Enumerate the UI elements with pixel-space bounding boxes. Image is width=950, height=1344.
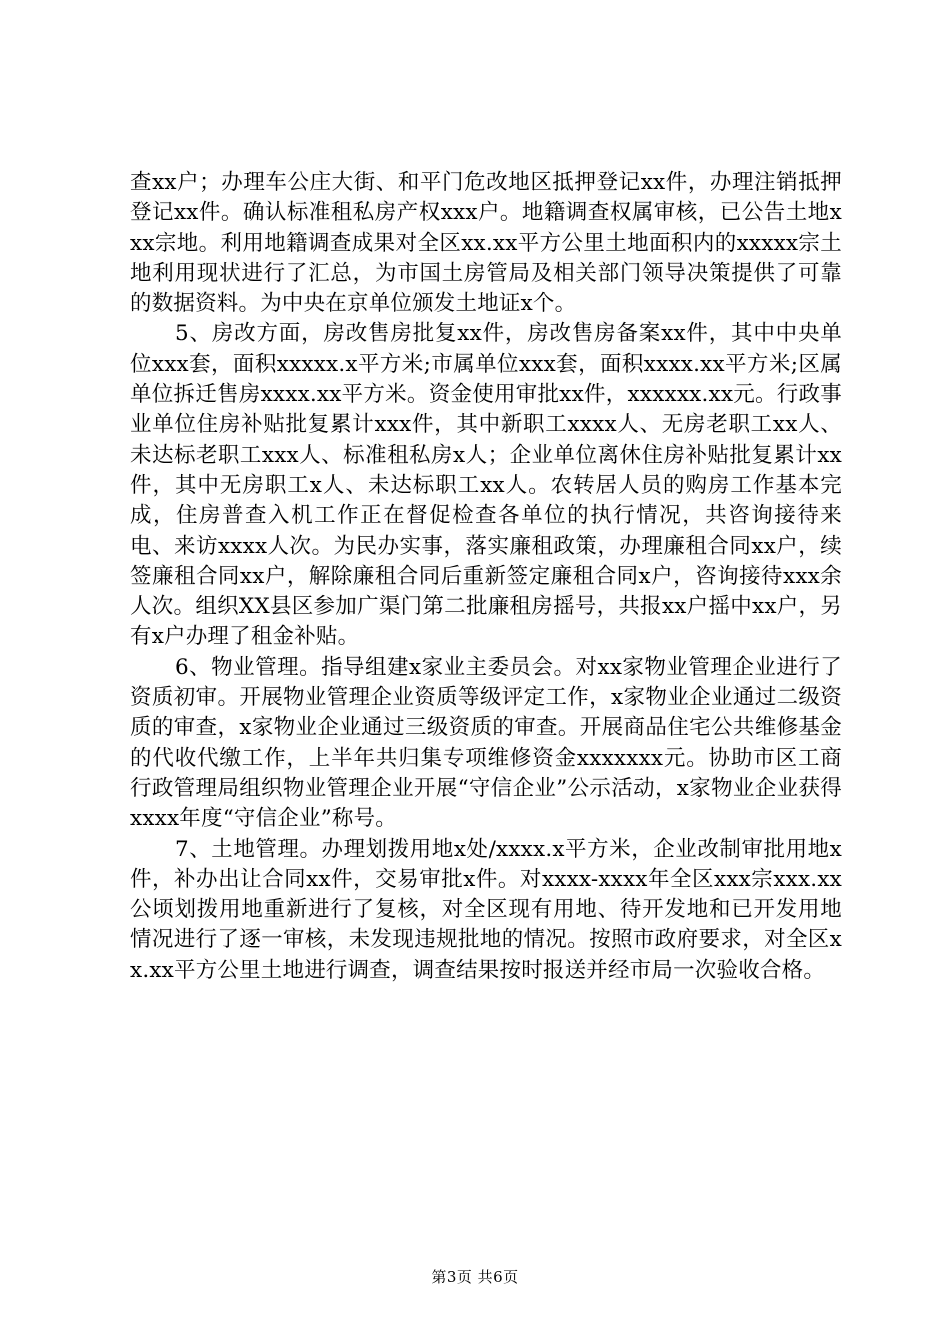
paragraph-property-management: 6、物业管理。指导组建x家业主委员会。对xx家物业管理企业进行了资质初审。开展物业管理企业资质等级评定工作，x家物业企业通过二级资质的审查，x家物业企业通过三级资质的审查。开展商品住宅公共维修基金的代收代缴工作，上半年共归集专项维修资金xxxxxxx元。协助市区工商行政管理局组织物业管理企业开展“守信企业”公示活动，x家物业企业获得xxxx年度“守信企业”称号。 [130,654,842,832]
paragraph-land-management: 7、土地管理。办理划拨用地x处/xxxx.x平方米，企业改制审批用地x件，补办出让合同xx件，交易审批x件。对xxxx-xxxx年全区xxx宗xxx.xx公顷划拨用地重新进行了复核，对全区现有用地、待开发地和已开发用地情况进行了逐一审核，未发现违规批地的情况。按照市政府要求，对全区xx.xx平方公里土地进行调查，调查结果按时报送并经市局一次验收合格。 [130,836,842,983]
paragraph-land-registration: 查xx户；办理车公庄大街、和平门危改地区抵押登记xx件，办理注销抵押登记xx件。确认标准租私房产权xxx户。地籍调查权属审核，已公告土地xxx宗地。利用地籍调查成果对全区xx.xx平方公里土地面积内的xxxxx宗土地利用现状进行了汇总，为市国土房管局及相关部门领导决策提供了可靠的数据资料。为中央在京单位颁发土地证x个。 [130,170,842,317]
document-body [130,168,842,986]
paragraph-housing-reform: 5、房改方面，房改售房批复xx件，房改售房备案xx件，其中中央单位xxx套，面积xxxxx.x平方米;市属单位xxx套，面积xxxx.xx平方米;区属单位拆迁售房xxxx.xx平方米。资金使用审批xx件，xxxxxx.xx元。行政事业单位住房补贴批复累计xxx件，其中新职工xxxx人、无房老职工xx人、未达标老职工xxx人、标准租私房x人；企业单位离休住房补贴批复累计xx件，其中无房职工x人、未达标职工xx人。农转居人员的购房工作基本完成，住房普查入机工作正在督促检查各单位的执行情况，共咨询接待来电、来访xxxx人次。为民办实事，落实廉租政策，办理廉租合同xx户，续签廉租合同xx户，解除廉租合同后重新签定廉租合同x户，咨询接待xxx余人次。组织XX县区参加广渠门第二批廉租房摇号，共报xx户摇中xx户，另有x户办理了租金补贴。 [130,321,842,650]
page-number-footer: 第3页 共6页 [431,1268,519,1286]
